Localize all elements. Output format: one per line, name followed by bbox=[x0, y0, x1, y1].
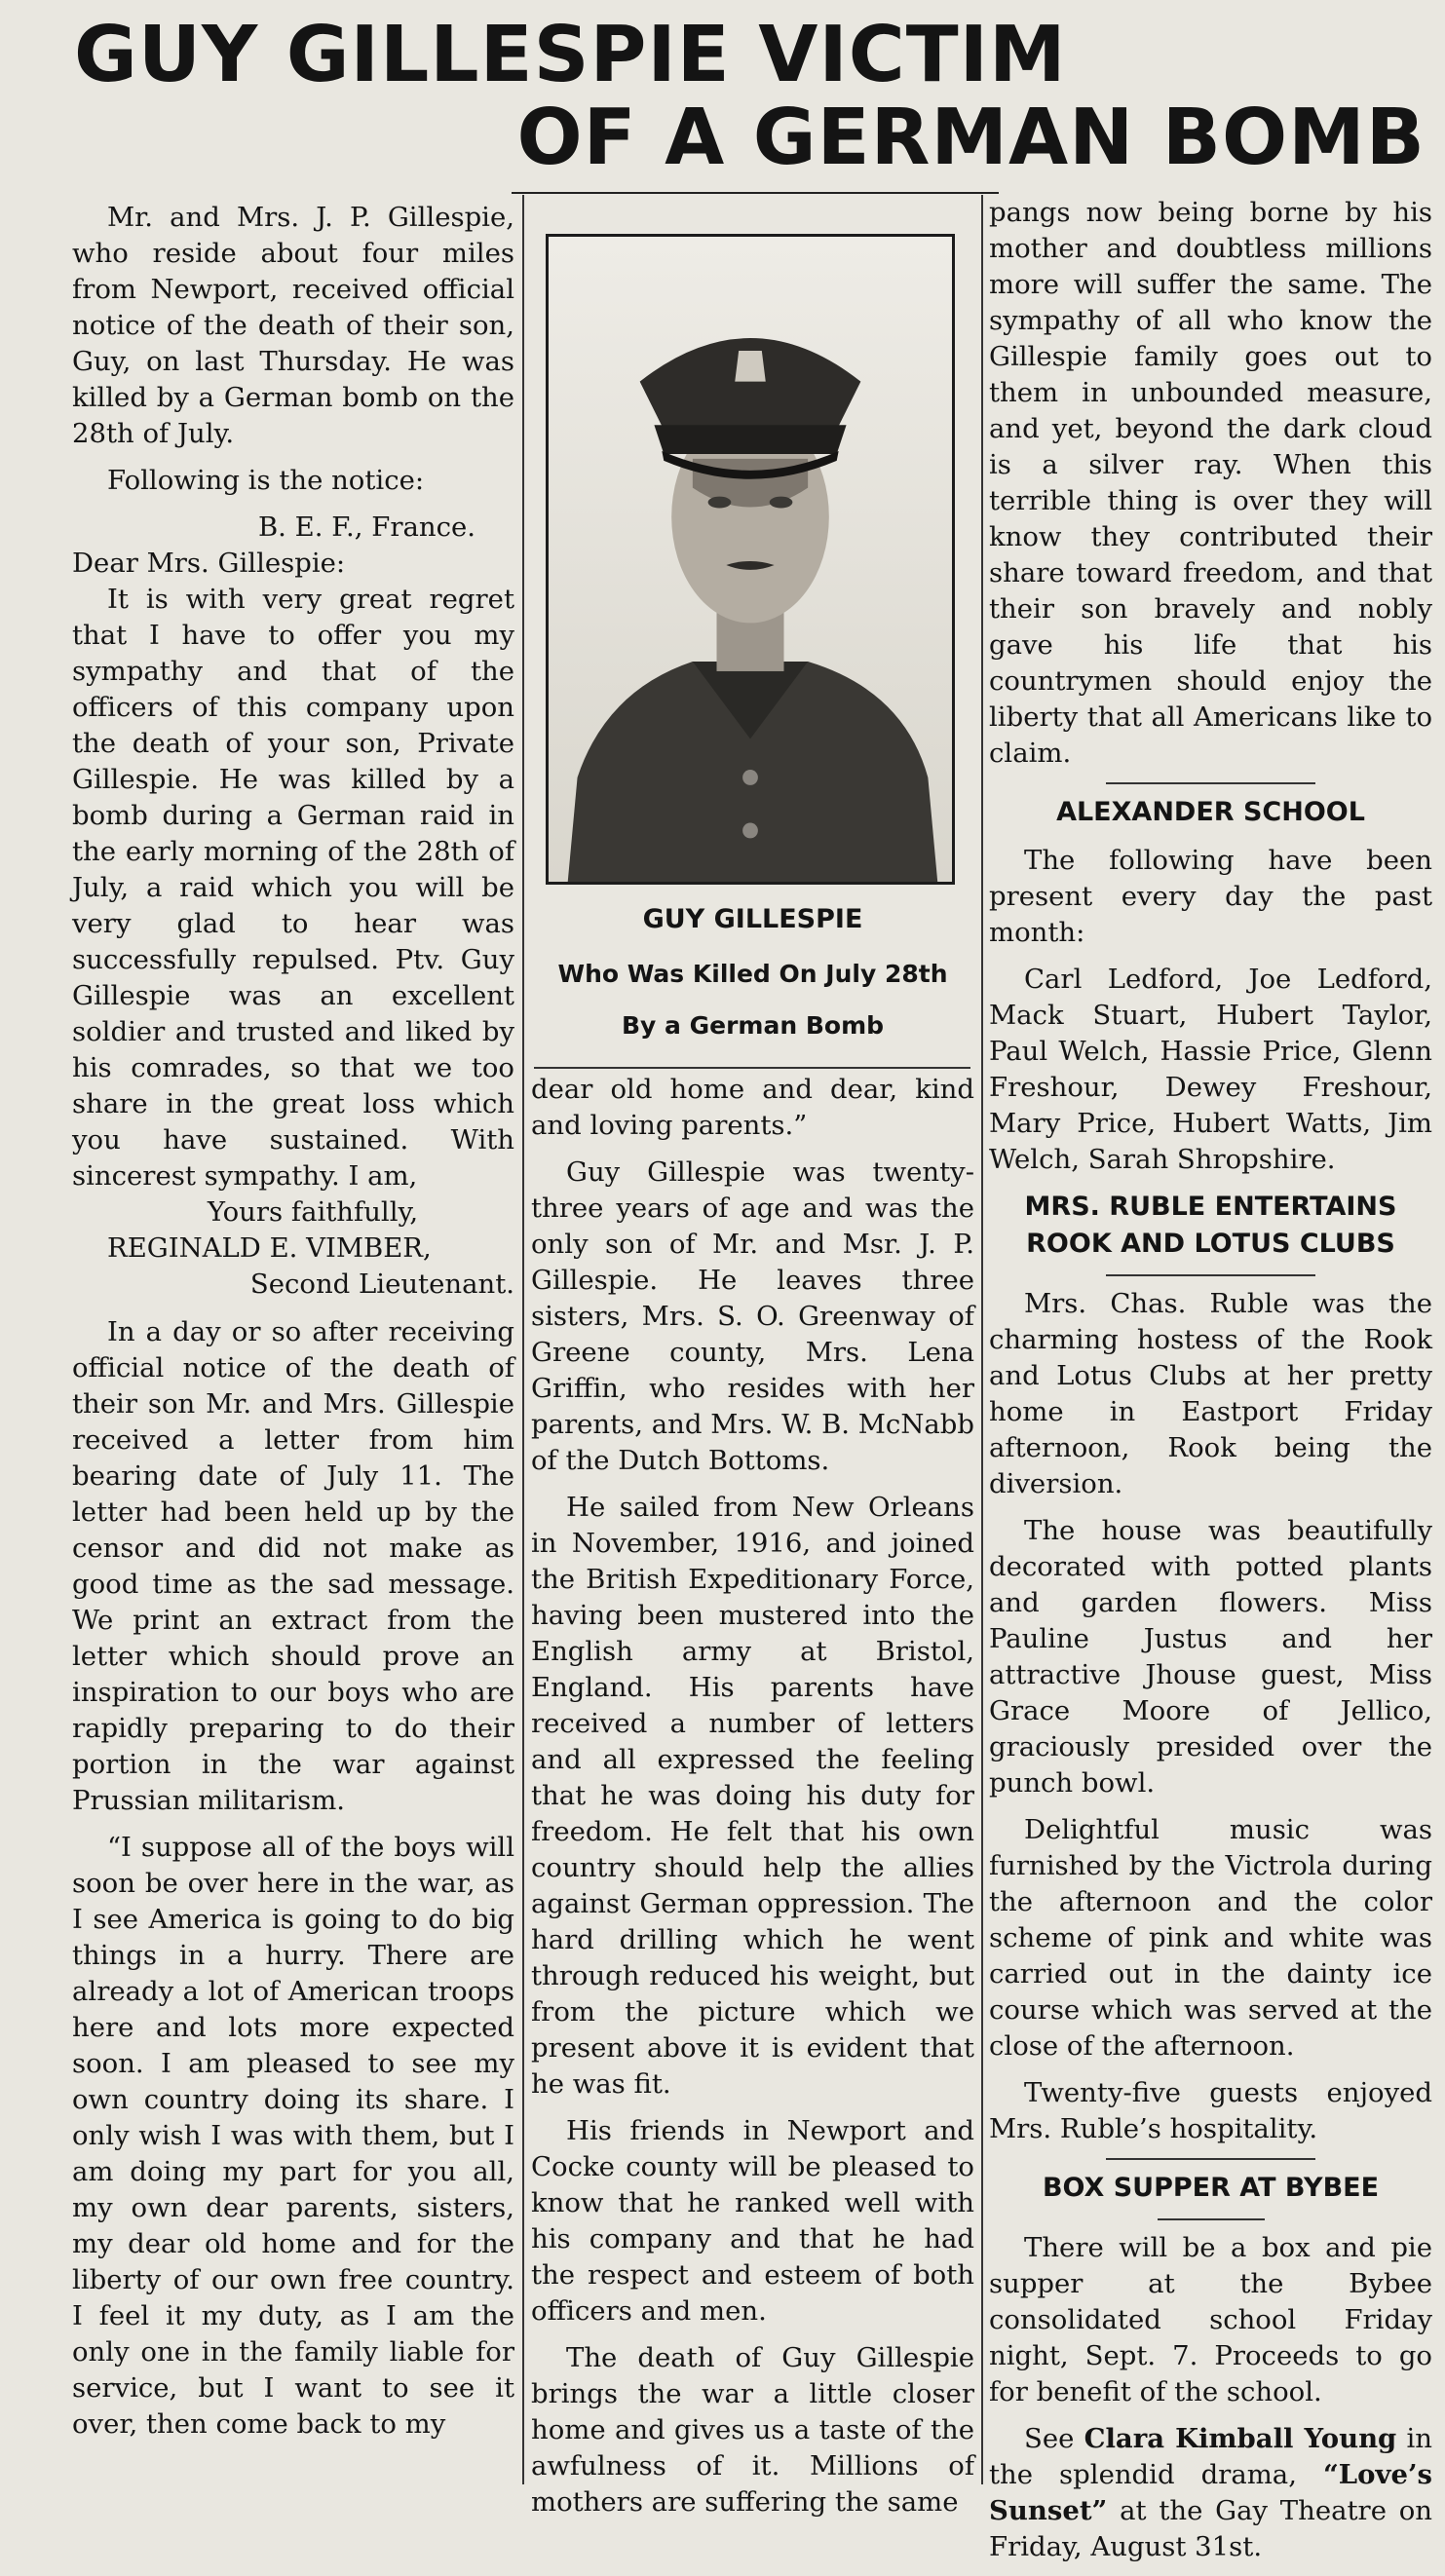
letter-body: It is with very great regret that I have to offer you my sympathy and that of the officers of this company upon the death of your son, Private Gillespie. He was killed by a bomb during a German raid in the early morning of the 28th of July, a raid which you will be very glad to hear was successfully repulsed. Ptv. Guy Gillespie was an excellent soldier and trusted and liked by his comrades, so that we too share in the great loss which you have sustained. With sincerest sympathy. I am, bbox=[72, 584, 514, 1192]
column-divider-right bbox=[981, 195, 983, 2484]
photo-caption-line-2: Who Was Killed On July 28th bbox=[557, 960, 948, 988]
ruble-heading: MRS. RUBLE ENTERTAINS ROOK AND LOTUS CLUBS bbox=[1024, 1192, 1397, 1259]
article-paragraph: In a day or so after receiving official notice of the death of their son Mr. and Mrs. Gillespie received a letter from him bearing date of July 11. The letter had been held up by the censor and did not make as good time as the sad message. We print an extract from the letter which should prove an inspiration to our boys who are rapidly preparing to do their portion in the war against Prussian militarism. bbox=[72, 1316, 514, 1816]
photo-caption-line-3: By a German Bomb bbox=[621, 1011, 885, 1040]
section-rule bbox=[1106, 2158, 1315, 2160]
photo-caption-name: GUY GILLESPIE bbox=[642, 904, 863, 934]
headline-line-1: GUY GILLESPIE VICTIM bbox=[74, 10, 1067, 99]
column-divider-left bbox=[522, 195, 524, 2484]
letter-signature: REGINALD E. VIMBER, bbox=[107, 1232, 432, 1264]
school-intro: The following have been present every day the past month: bbox=[989, 845, 1432, 948]
column-2 bbox=[531, 1072, 974, 2531]
ad-actress: Clara Kimball Young bbox=[1084, 2423, 1397, 2454]
ad-film-title: “Love’s Sunset” bbox=[989, 2459, 1432, 2526]
article-paragraph: Mr. and Mrs. J. P. Gillespie, who reside about four miles from Newport, received official notice of the death of their son, Guy, on last Thursday. He was killed by a German bomb on the 28th of July. bbox=[72, 202, 514, 449]
column-1 bbox=[72, 200, 514, 2453]
ruble-paragraph: Mrs. Chas. Ruble was the charming hostess of the Rook and Lotus Clubs at her pretty home in Eastport Friday afternoon, Rook being the diversion. bbox=[989, 1288, 1432, 1499]
ad-see: See bbox=[1024, 2423, 1075, 2454]
ad-end: at the Gay Theatre on Friday, August 31st. bbox=[989, 2495, 1432, 2562]
ad-mid: in the splendid drama, bbox=[989, 2423, 1433, 2490]
article-paragraph: The death of Guy Gillespie brings the war a little closer home and gives us a taste of the awfulness of it. Millions of mothers are suffering the same bbox=[531, 2342, 974, 2518]
article-paragraph: His friends in Newport and Cocke county will be pleased to know that he ranked well with his company and that he had the respect and esteem of both officers and men. bbox=[531, 2115, 974, 2327]
theatre-ad bbox=[989, 2421, 1432, 2565]
article-paragraph: pangs now being borne by his mother and doubtless millions more will suffer the same. The sympathy of all who know the Gillespie family goes out to them in unbounded measure, and yet, beyond the dark cloud is a silver ray. When this terrible thing is over they will know they contributed their share toward freedom, and that their son bravely and nobly gave his life that his countrymen should enjoy the liberty that all Americans like to claim. bbox=[989, 197, 1432, 769]
letter-place: B. E. F., France. bbox=[257, 511, 475, 543]
top-rule bbox=[512, 192, 999, 194]
column-3 bbox=[989, 195, 1432, 2576]
section-rule bbox=[1106, 1274, 1315, 1276]
article-paragraph: “I suppose all of the boys will soon be over here in the war, as I see America is going to do big things in a hurry. There are already a lot of American troops here and lots more expected soon. I am pleased to see my own country doing its share. I only wish I was with them, but I am doing my part for you all, my own dear parents, sisters, my dear old home and for the liberty of our own free country. I feel it my duty, as I am the only one in the family liable for service, but I want to see it over, then come back to my bbox=[72, 1832, 514, 2440]
letter-salutation: Dear Mrs. Gillespie: bbox=[72, 548, 346, 579]
letter-rank: Second Lieutenant. bbox=[249, 1269, 514, 1300]
portrait-photo bbox=[546, 234, 955, 885]
article-paragraph: Following is the notice: bbox=[107, 465, 425, 496]
school-names: Carl Ledford, Joe Ledford, Mack Stuart, Hubert Taylor, Paul Welch, Hassie Price, Glenn Freshour, Dewey Freshour, Mary Price, Hubert Watts, Jim Welch, Sarah Shropshire. bbox=[989, 964, 1432, 1175]
ruble-paragraph: Delightful music was furnished by the Victrola during the afternoon and the color scheme of pink and white was carried out in the dainty ice course which was served at the close of the afternoon. bbox=[989, 1814, 1432, 2062]
section-rule bbox=[1158, 2218, 1265, 2220]
school-heading: ALEXANDER SCHOOL bbox=[1056, 797, 1365, 827]
headline-line-2: OF A GERMAN BOMB bbox=[516, 93, 1426, 182]
caption-rule bbox=[534, 1067, 970, 1069]
article-paragraph: Guy Gillespie was twenty-three years of age and was the only son of Mr. and Msr. J. P. Gillespie. He leaves three sisters, Mrs. S. O. Greenway of Greene county, Mrs. Lena Griffin, who resides with her parents, and Mrs. W. B. McNabb of the Dutch Bottoms. bbox=[531, 1156, 974, 1476]
letter-closing: Yours faithfully, bbox=[207, 1196, 419, 1228]
article-paragraph: He sailed from New Orleans in November, 1916, and joined the British Expeditionary Force, having been mustered into the English army at Bristol, England. His parents have received a number of letters and all expressed the feeling that he was doing his duty for freedom. He felt that his own country should help the allies against German oppression. The hard drilling which he went through reduced his weight, but from the picture which we present above it is evident that he was fit. bbox=[531, 1492, 974, 2100]
bybee-paragraph: There will be a box and pie supper at the Bybee consolidated school Friday night, Sept. 7. Proceeds to go for benefit of the school. bbox=[989, 2232, 1432, 2407]
portrait-illustration bbox=[549, 237, 952, 882]
article-paragraph: dear old home and dear, kind and loving parents.” bbox=[531, 1074, 974, 1141]
section-rule bbox=[1106, 782, 1315, 784]
headline bbox=[0, 0, 1445, 200]
ruble-paragraph: Twenty-five guests enjoyed Mrs. Ruble’s hospitality. bbox=[989, 2077, 1432, 2144]
ruble-paragraph: The house was beautifully decorated with potted plants and garden flowers. Miss Pauline Justus and her attractive Jhouse guest, Miss Grace Moore of Jellico, graciously presided over the punch bowl. bbox=[989, 1515, 1432, 1799]
bybee-heading: BOX SUPPER AT BYBEE bbox=[1042, 2173, 1380, 2203]
